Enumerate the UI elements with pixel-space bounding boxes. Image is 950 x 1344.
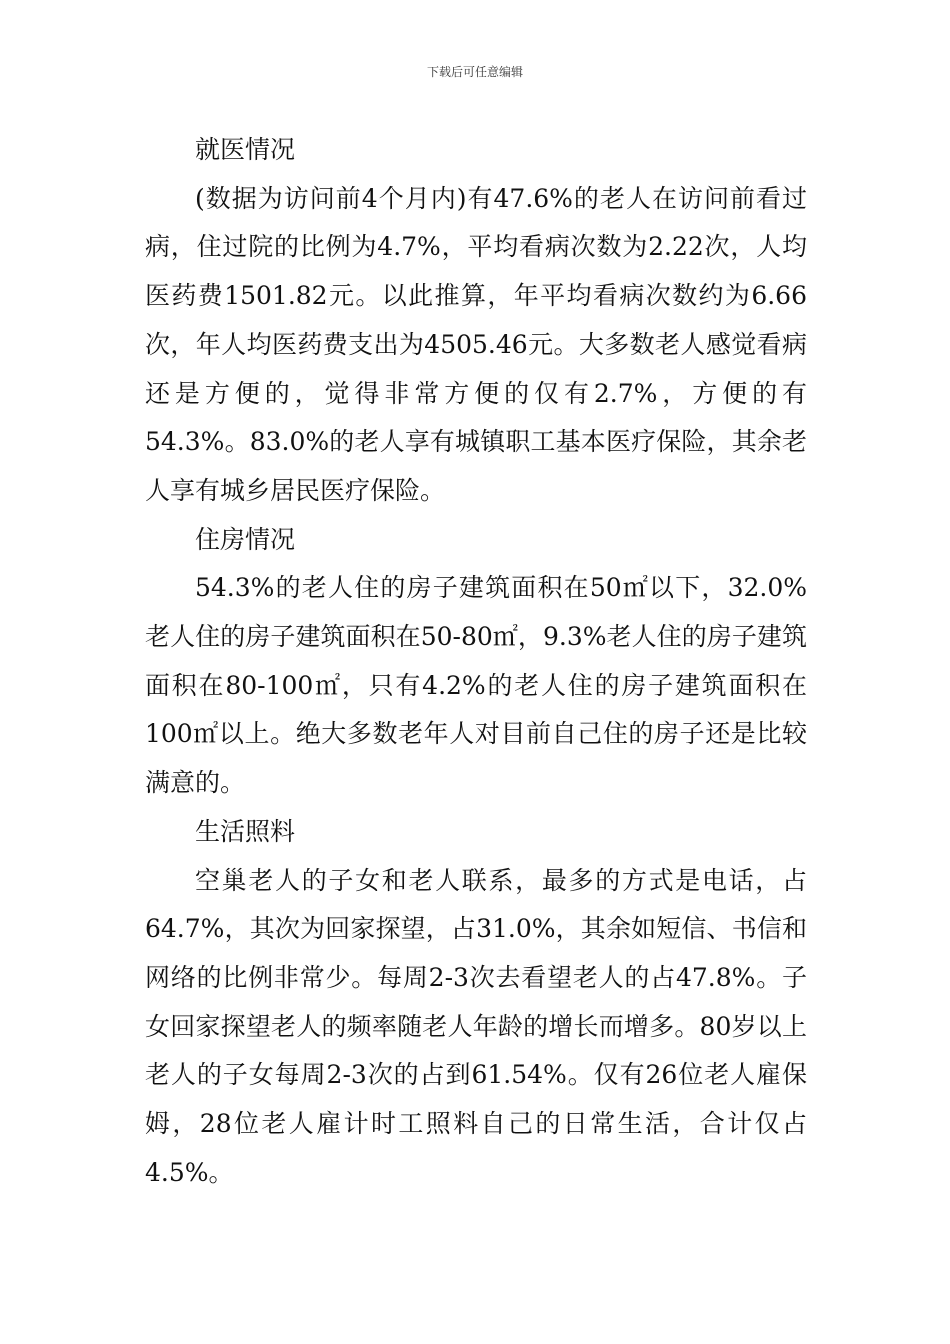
section-heading-housing: 住房情况 (195, 524, 296, 554)
page-header: 下载后可任意编辑 (426, 65, 523, 79)
section-paragraph-medical: (数据为访问前4个月内)有47.6%的老人在访问前看过病，住过院的比例为4.7%，平均看病次数为2.22次，人均医药费1501.82元。以此推算，年平均看病次数约为6.66次，年人均医药费支出为4505.46元。大多数老人感觉看病还是方便的，觉得非常方便的仅有2.7%，方便的有54.3%。83.0%的老人享有城镇职工基本医疗保险，其余老人享有城乡居民医疗保险。 (145, 183, 807, 505)
section-heading-medical: 就医情况 (195, 135, 296, 164)
section-paragraph-housing: 54.3%的老人住的房子建筑面积在50㎡以下，32.0%老人住的房子建筑面积在50-80㎡，9.3%老人住的房子建筑面积在80-100㎡，只有4.2%的老人住的房子建筑面积在100㎡以上。绝大多数老年人对目前自己住的房子还是比较满意的。 (145, 573, 807, 798)
section-heading-care: 生活照料 (195, 816, 296, 846)
section-paragraph-care: 空巢老人的子女和老人联系，最多的方式是电话，占64.7%，其次为回家探望，占31.0%，其余如短信、书信和网络的比例非常少。每周2-3次去看望老人的占47.8%。子女回家探望老人的频率随老人年龄的增长而增多。80岁以上老人的子女每周2-3次的占到61.54%。仅有26位老人雇保姆，28位老人雇计时工照料自己的日常生活，合计仅占4.5%。 (145, 865, 807, 1187)
document-body (145, 126, 807, 1197)
